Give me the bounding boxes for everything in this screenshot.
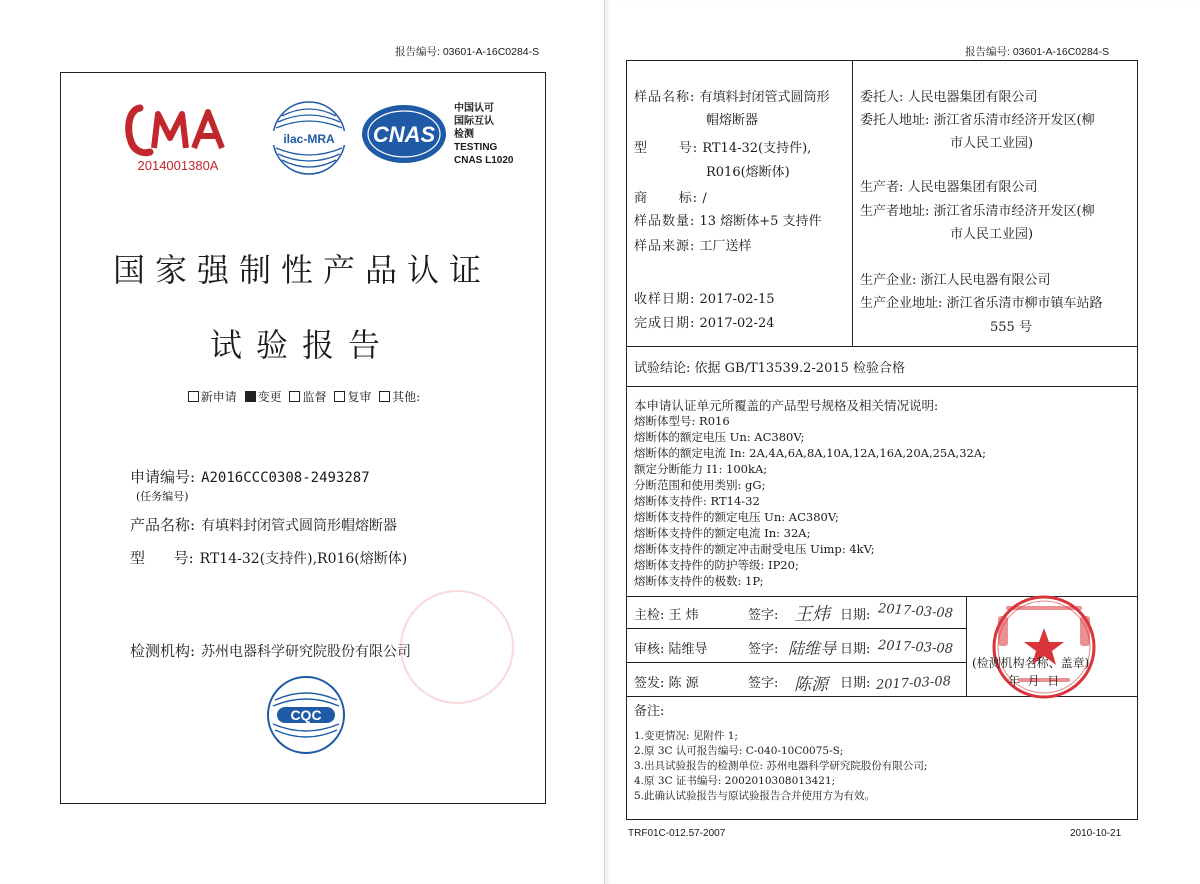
row-value: 有填料封闭管式圆筒形 — [699, 90, 830, 105]
row-label: 样品数量: — [634, 214, 696, 229]
row-value: / — [702, 191, 707, 206]
row-label: 生产者地址: — [860, 204, 930, 219]
field-label: 申请编号: — [130, 468, 196, 486]
table-divider — [852, 60, 853, 346]
checkbox-review — [334, 391, 345, 402]
row-value: 浙江省乐清市经济开发区(柳 — [933, 204, 1095, 219]
issuer-row — [634, 672, 699, 691]
row-label: 生产企业地址: — [860, 296, 943, 311]
field-label: 检测机构: — [130, 642, 196, 660]
row-label: 试验结论: — [634, 361, 691, 376]
row-value: 依据 GB/T13539.2-2015 检验合格 — [694, 361, 906, 376]
brand-row — [634, 187, 707, 206]
issuer-signature: 陈源 — [794, 675, 828, 695]
reviewer-row — [634, 638, 708, 657]
sign-label: 签字: — [748, 642, 779, 657]
application-type-checkboxes — [60, 388, 544, 405]
type-row — [634, 137, 811, 156]
remark-line: 4.原 3C 证书编号: 2002010308013421; — [634, 775, 836, 787]
row-value: 陈 源 — [668, 676, 699, 691]
row-label: 签发: — [634, 676, 665, 691]
received-date-row — [634, 288, 774, 307]
cnas-line: CNAS L1020 — [454, 155, 514, 166]
checkbox-supervision — [289, 391, 300, 402]
source-row — [634, 235, 752, 254]
main-inspector-row — [634, 604, 699, 623]
faint-seal-impression — [400, 590, 514, 704]
field-label: 型 号: — [130, 549, 194, 567]
cnas-line: 中国认可 — [454, 103, 494, 114]
main-title: 国家强制性产品认证 — [112, 251, 491, 289]
row-value: 工厂送样 — [699, 239, 752, 254]
manufacturer-row — [860, 176, 1038, 195]
field-value: 苏州电器科学研究院股份有限公司 — [201, 644, 412, 660]
checkbox-label: 监督 — [302, 390, 327, 404]
description-line: 熔断体支持件的额定冲击耐受电压 Uimp: 4kV; — [634, 542, 875, 556]
seal-date-caption: 年 月 日 — [1008, 674, 1060, 688]
sub-title: 试验报告 — [209, 326, 394, 364]
cnas-logo — [360, 102, 448, 166]
row-value: 浙江省乐清市经济开发区(柳 — [933, 113, 1095, 128]
remarks-label: 备注: — [634, 704, 665, 719]
table-divider — [626, 628, 966, 629]
description-title: 本申请认证单元所覆盖的产品型号规格及相关情况说明: — [634, 398, 939, 413]
remark-line: 3.出具试验报告的检测单位: 苏州电器科学研究院股份有限公司; — [634, 760, 928, 772]
checkbox-new — [188, 391, 199, 402]
date-label: 日期: — [840, 608, 871, 623]
report-number: 报告编号: 03601-A-16C0284-S — [395, 46, 540, 58]
cma-logo — [122, 100, 234, 180]
quantity-row — [634, 210, 822, 229]
ilac-mra-logo — [268, 98, 350, 178]
sample-name-row-cont: 帽熔断器 — [706, 113, 759, 128]
application-number-field — [130, 466, 370, 487]
product-name-field — [130, 514, 397, 535]
cnas-accreditation-text — [454, 102, 544, 167]
row-value: 浙江省乐清市柳市镇车站路 — [946, 296, 1103, 311]
date-label: 日期: — [840, 642, 871, 657]
field-value: A2016CCC0308-2493287 — [201, 470, 370, 486]
sign-label: 签字: — [748, 676, 779, 691]
row-value: 陆维导 — [668, 642, 708, 657]
row-label: 商 标: — [634, 191, 699, 206]
field-value: 有填料封闭管式圆筒形帽熔断器 — [201, 518, 398, 534]
sign-label: 签字: — [748, 608, 779, 623]
row-value: 13 熔断体+5 支持件 — [699, 214, 822, 229]
reviewer-signature: 陆维导 — [788, 639, 837, 658]
description-line: 分断范围和使用类别: gG; — [634, 478, 766, 492]
row-label: 型 号: — [634, 141, 699, 156]
conclusion-row — [634, 357, 905, 376]
main-inspector-date: 2017-03-08 — [877, 601, 954, 622]
row-value: 2017-02-24 — [699, 316, 775, 331]
manufacturer-address-cont: 市人民工业园) — [950, 227, 1034, 242]
description-line: 熔断体型号: R016 — [634, 414, 730, 428]
form-date: 2010-10-21 — [1070, 828, 1122, 839]
client-address-cont: 市人民工业园) — [950, 136, 1034, 151]
cnas-line: 检测 — [454, 129, 474, 140]
cqc-text: CQC — [290, 707, 322, 723]
date-label: 日期: — [840, 676, 871, 691]
completed-date-row — [634, 312, 774, 331]
description-line: 熔断体支持件: RT14-32 — [634, 494, 760, 508]
checkbox-label: 其他: — [392, 390, 421, 404]
description-line: 额定分断能力 I1: 100kA; — [634, 462, 768, 476]
description-line: 熔断体支持件的防护等级: IP20; — [634, 558, 799, 572]
row-label: 委托人: — [860, 90, 904, 105]
remark-line: 2.原 3C 认可报告编号: C-040-10C0075-S; — [634, 745, 844, 757]
factory-row — [860, 269, 1051, 288]
cma-mark-icon — [122, 100, 234, 160]
row-value: 浙江人民电器有限公司 — [920, 273, 1051, 288]
row-label: 样品来源: — [634, 239, 696, 254]
row-label: 收样日期: — [634, 292, 696, 307]
row-label: 完成日期: — [634, 316, 696, 331]
factory-address-cont: 555 号 — [990, 320, 1032, 335]
description-line: 熔断体支持件的额定电压 Un: AC380V; — [634, 510, 839, 524]
table-divider — [626, 346, 1138, 347]
client-row — [860, 86, 1038, 105]
table-divider — [626, 386, 1138, 387]
row-value: 人民电器集团有限公司 — [907, 180, 1038, 195]
row-value: 人民电器集团有限公司 — [907, 90, 1038, 105]
sample-name-row — [634, 86, 830, 105]
task-number-note: (任务编号) — [136, 490, 189, 503]
description-line: 熔断体支持件的额定电流 In: 32A; — [634, 526, 811, 540]
type-row-cont: R016(熔断体) — [706, 165, 790, 180]
row-label: 样品名称: — [634, 90, 696, 105]
table-divider — [626, 662, 966, 663]
remark-line: 5.此确认试验报告与原试验报告合并使用方为有效。 — [634, 790, 876, 802]
row-label: 生产企业: — [860, 273, 917, 288]
checkbox-label: 复审 — [347, 390, 372, 404]
row-label: 生产者: — [860, 180, 904, 195]
cnas-line: TESTING — [454, 142, 498, 153]
description-line: 熔断体的额定电压 Un: AC380V; — [634, 430, 805, 444]
description-line: 熔断体支持件的极数: 1P; — [634, 574, 764, 588]
cma-number: 2014001380A — [137, 158, 219, 173]
cnas-logo-text: CNAS — [372, 122, 436, 147]
testing-lab-field — [130, 640, 411, 661]
reviewer-date: 2017-03-08 — [877, 638, 954, 657]
model-field — [130, 547, 407, 568]
factory-address-row — [860, 292, 1103, 311]
cqc-logo — [265, 674, 347, 756]
report-number-right: 报告编号: 03601-A-16C0284-S — [965, 46, 1110, 58]
issuer-date: 2017-03-08 — [875, 674, 952, 693]
checkbox-label: 变更 — [257, 390, 282, 404]
cnas-line: 国际互认 — [454, 116, 494, 127]
field-value: RT14-32(支持件),R016(熔断体) — [199, 551, 408, 567]
table-divider — [966, 596, 967, 696]
row-value: 王 炜 — [668, 608, 699, 623]
seal-caption: (检测机构名称、盖章) — [972, 656, 1090, 670]
main-inspector-signature: 王炜 — [794, 604, 830, 625]
row-value: RT14-32(支持件), — [702, 141, 812, 156]
checkbox-label: 新申请 — [200, 390, 237, 404]
row-value: 2017-02-15 — [699, 292, 775, 307]
checkbox-change — [245, 391, 256, 402]
manufacturer-address-row — [860, 200, 1095, 219]
remark-line: 1.变更情况: 见附件 1; — [634, 730, 738, 742]
row-label: 审核: — [634, 642, 665, 657]
row-label: 委托人地址: — [860, 113, 930, 128]
checkbox-other — [379, 391, 390, 402]
row-label: 主检: — [634, 608, 665, 623]
form-code: TRF01C-012.57-2007 — [628, 828, 726, 839]
description-line: 熔断体的额定电流 In: 2A,4A,6A,8A,10A,12A,16A,20A,25A,32A; — [634, 446, 987, 460]
field-label: 产品名称: — [130, 516, 196, 534]
client-address-row — [860, 109, 1095, 128]
ilac-text: ilac-MRA — [283, 132, 335, 146]
